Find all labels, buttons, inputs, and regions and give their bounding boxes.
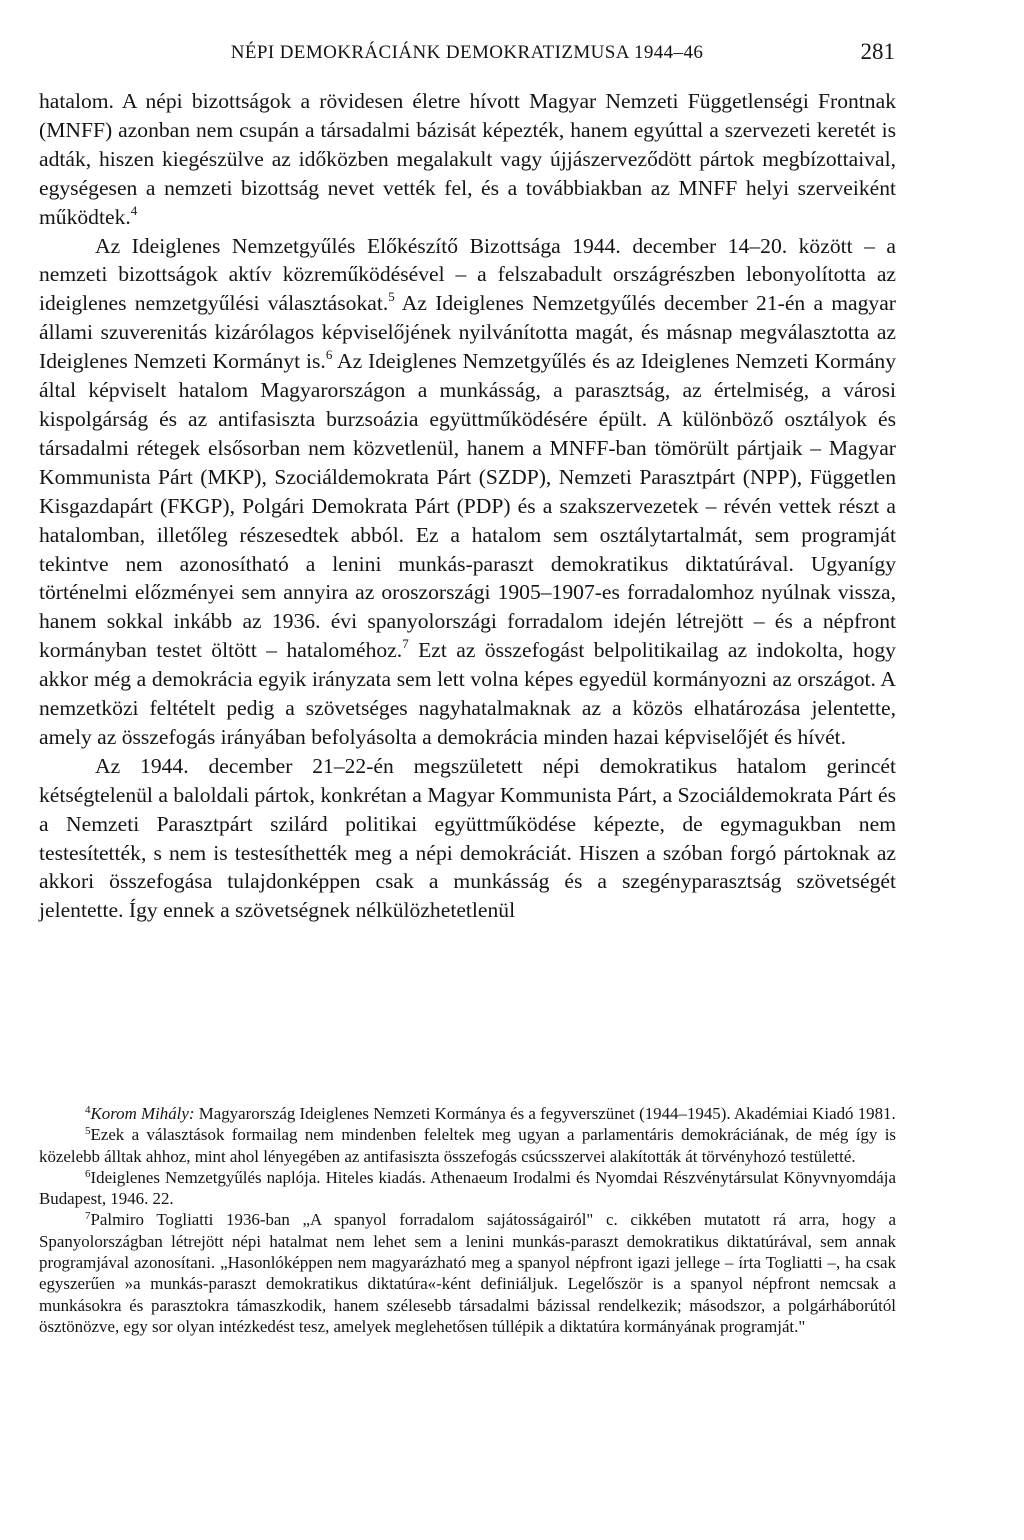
footnote-number: 7 [85,1210,91,1223]
paragraph-text: Ezt az összefogást belpolitikailag az indokolta, hogy akkor még a demokrácia egyik irányzata sem lett volna képes egyedül kormányozni az országot. A nemzetközi feltételt pedig a szövetséges nagyhatalmaknak az a közös elhatározása jelentette, amely az összefogás irányában befolyásolta a demokrácia minden hazai képviselőjét és hívét. [39,638,896,749]
body-text [39,87,896,925]
footnote-text: Ezek a választások formailag nem mindenben feleltek meg ugyan a parlamentáris demokráciának, de még így is közelebb álltak ahhoz, mint ahol lényegében az antifasiszta összefogás csúcsszervei alakították át törvényhozó testületté. [39,1125,896,1166]
paragraph-text: Az Ideiglenes Nemzetgyűlés Előkészítő Bizottsága 1944. december 14–20. között – a nemzeti bizottságok aktív közreműködésével – a felszabadult országrészben lebonyolította az ideiglenes nemzetgyűlési választásokat. [39,233,896,316]
paragraph-text: Az 1944. december 21–22-én megszületett népi demokratikus hatalom gerincét kétségtelenül a baloldali pártok, konkrétan a Magyar Kommunista Párt, a Szociáldemokrata Párt és a Nemzeti Parasztpárt szilárd politikai együttműködése képezte, de egymagukban nem testesítették, s nem is testesíthették meg a népi demokráciát. Hiszen a szóban forgó pártoknak az akkori összefogása tulajdonképpen csak a munkásság és a szegényparasztság szövetségét jelentette. Így ennek a szövetségnek nélkülözhetetlenül [39,753,896,923]
footnote-4 [39,1103,896,1124]
footnote-ref-6: 6 [325,347,333,363]
footnote-ref-7: 7 [402,636,409,652]
footnote-5 [39,1124,896,1167]
footnote-text: Ideiglenes Nemzetgyűlés naplója. Hiteles kiadás. Athenaeum Irodalmi és Nyomdai Részvénytársulat Könyvnyomdája Budapest, 1946. 22. [39,1167,896,1209]
footnote-number: 6 [85,1167,91,1180]
footnote-text: Magyarország Ideiglenes Nemzeti Kormánya és a fegyverszünet (1944–1945). Akadémiai Kiadó 1981. [194,1104,896,1123]
footnotes [39,1103,896,1337]
running-head: NÉPI DEMOKRÁCIÁNK DEMOKRATIZMUSA 1944–46 [230,42,704,63]
page-number: 281 [860,39,895,64]
paragraph-text: hatalom. A népi bizottságok a rövidesen életre hívott Magyar Nemzeti Függetlenségi Frontnak (MNFF) azonban nem csupán a társadalmi bázisát képezték, hanem egyúttal a szervezeti keretét is adták, hiszen kiegészülve az időközben megalakult vagy újjászerveződött pártok megbízottaival, egységesen a nemzeti bizottság nevet vették fel, és a továbbiakban az MNFF helyi szerveiként működtek. [39,89,896,229]
paragraph-3 [39,752,896,925]
footnote-number: 4 [85,1104,91,1116]
footnote-ref-4: 4 [130,202,138,218]
footnote-text: Palmiro Togliatti 1936-ban „A spanyol forradalom sajátosságairól" c. cikkében mutatott rá arra, hogy a Spanyolországban létrejött népi hatalmat nem lehet sem a lenini munkás-paraszt demokratikus diktatúrával, sem annak programjával azonosítani. „Hasonlóképpen nem magyarázható meg a spanyol népfront igazi jellege – írta Togliatti –, ha csak egyszerűen »a munkás-paraszt demokratikus diktatúra«-ként definiáljuk. Legelőször is a spanyol népfront nemcsak a munkásokra és parasztokra támaszkodik, hanem szélesebb társadalmi bázissal rendelkezik; másodszor, a polgárháborútól ösztönözve, egy sor olyan intézkedést tesz, amelyek meglehetősen túllépik a diktatúra kormányának programját." [39,1210,896,1336]
page-header [39,39,895,72]
footnote-number: 5 [85,1125,91,1138]
footnote-7 [39,1209,896,1337]
paragraph-text: Az Ideiglenes Nemzetgyűlés december 21-én a magyar állami szuverenitás kizárólagos képviselőjének nyilvánította magát, és másnap megválasztotta az Ideiglenes Nemzeti Kormányt is. [39,291,896,374]
paragraph-text: Az Ideiglenes Nemzetgyűlés és az Ideiglenes Nemzeti Kormány által képviselt hatalom Magyarországon a munkásság, a parasztság, az értelmiség, a városi kispolgárság és az antifasiszta burzsoázia együttműködésére épült. A különböző osztályok és társadalmi rétegek elsősorban nem közvetlenül, hanem a MNFF-ban tömörült pártjaik – Magyar Kommunista Párt (MKP), Szociáldemokrata Párt (SZDP), Nemzeti Parasztpárt (NPP), Független Kisgazdapárt (FKGP), Polgári Demokrata Párt (PDP) és a szakszervezetek – révén vettek részt a hatalomban, illetőleg részesedtek abból. Ez a hatalom sem osztálytartalmát, sem programját tekintve nem azonosítható a lenini munkás-paraszt demokratikus diktatúrával. Ugyanígy történelmi előzményei sem annyira az oroszországi 1905–1907-es forradalomhoz nyúlnak vissza, hanem sokkal inkább az 1936. évi spanyolországi forradalom idején létrejött – és a népfront kormányban testet öltött – hataloméhoz. [39,349,896,663]
footnote-ref-5: 5 [388,289,395,305]
footnote-author: Korom Mihály: [90,1104,195,1123]
footnote-6 [39,1167,896,1210]
paragraph-1 [39,87,896,232]
paragraph-2 [39,232,896,752]
